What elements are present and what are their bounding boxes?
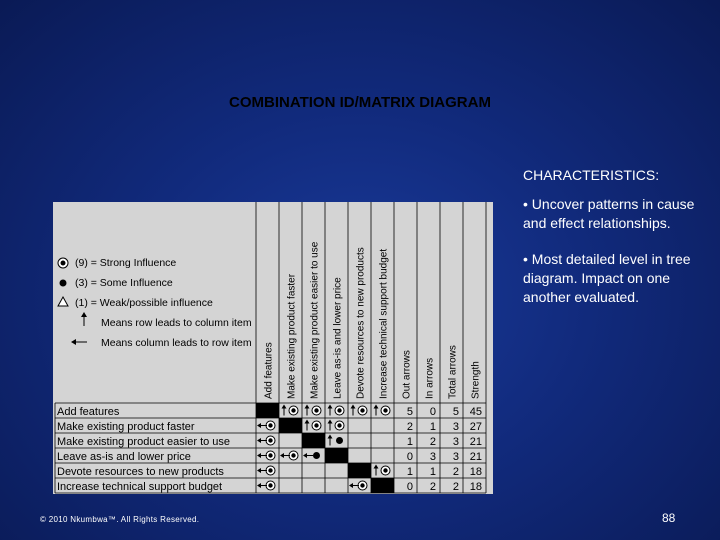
summary-value: 18 xyxy=(469,481,482,493)
legend-strong: (9) = Strong Influence xyxy=(75,257,177,269)
strong-influence-icon xyxy=(266,451,275,460)
some-influence-icon xyxy=(336,437,343,444)
strong-influence-icon xyxy=(289,451,298,460)
slide-title: COMBINATION ID/MATRIX DIAGRAM xyxy=(229,94,491,111)
strong-influence-icon xyxy=(358,481,367,490)
arrow-up-icon xyxy=(305,405,310,416)
diagonal-cell xyxy=(325,448,348,463)
row-label: Add features xyxy=(57,406,120,418)
summary-value: 5 xyxy=(406,406,413,418)
column-header: Add features xyxy=(263,342,275,399)
arrow-left-icon xyxy=(349,483,359,488)
strong-influence-icon xyxy=(266,436,275,445)
column-header: Make existing product faster xyxy=(286,273,298,399)
strong-influence-icon xyxy=(266,421,275,430)
summary-value: 3 xyxy=(429,451,436,463)
weak-influence-icon xyxy=(58,297,68,306)
arrow-left-icon xyxy=(257,483,267,488)
arrow-up-icon xyxy=(328,420,333,431)
summary-value: 18 xyxy=(469,466,482,478)
column-headers xyxy=(264,241,482,399)
bullet-item: • Uncover patterns in cause and effect relationships. xyxy=(523,196,695,231)
strong-influence-icon xyxy=(312,421,321,430)
matrix-diagram xyxy=(53,202,493,494)
column-header: Leave as-is and lower price xyxy=(332,277,344,399)
arrow-up-icon xyxy=(374,405,379,416)
strong-influence-icon xyxy=(358,406,367,415)
summary-value: 0 xyxy=(406,451,413,463)
legend-some: (3) = Some Influence xyxy=(75,277,173,289)
arrow-up-icon xyxy=(328,435,333,446)
summary-value: 1 xyxy=(406,436,413,448)
summary-value: 5 xyxy=(452,406,459,418)
strong-influence-icon xyxy=(58,258,68,268)
arrow-left-icon xyxy=(257,468,267,473)
characteristics-heading: CHARACTERISTICS: xyxy=(523,167,660,183)
matrix-svg xyxy=(53,202,493,494)
arrow-up-icon xyxy=(351,405,356,416)
diagonal-cell xyxy=(279,418,302,433)
legend-row-to-col: Means row leads to column item xyxy=(101,317,252,329)
summary-value: 3 xyxy=(452,436,459,448)
column-header: In arrows xyxy=(424,357,436,399)
summary-value: 3 xyxy=(452,421,459,433)
column-header: Total arrows xyxy=(447,345,459,399)
summary-value: 0 xyxy=(406,481,413,493)
summary-value: 21 xyxy=(469,436,482,448)
summary-value: 2 xyxy=(429,481,436,493)
strong-influence-icon xyxy=(381,466,390,475)
strong-influence-icon xyxy=(312,406,321,415)
arrow-left-icon xyxy=(303,453,313,458)
row-label: Make existing product faster xyxy=(57,421,195,433)
summary-value: 0 xyxy=(429,406,436,418)
diagonal-cell xyxy=(371,478,394,493)
summary-value: 1 xyxy=(406,466,413,478)
summary-values xyxy=(407,406,482,493)
diagonal-cell xyxy=(256,403,279,418)
summary-value: 2 xyxy=(452,466,459,478)
arrow-up-icon xyxy=(374,465,379,476)
summary-value: 21 xyxy=(469,451,482,463)
legend xyxy=(58,257,252,349)
strong-influence-icon xyxy=(266,481,275,490)
row-label: Leave as-is and lower price xyxy=(57,451,191,463)
row-label: Make existing product easier to use xyxy=(57,436,231,448)
column-header: Out arrows xyxy=(401,350,413,399)
arrow-left-icon xyxy=(257,438,267,443)
column-header: Increase technical support budget xyxy=(378,248,390,399)
copyright-footer: © 2010 Nkumbwa™. All Rights Reserved. xyxy=(40,515,200,524)
summary-value: 2 xyxy=(429,436,436,448)
arrow-left-icon xyxy=(280,453,290,458)
arrow-up-icon xyxy=(81,312,87,326)
summary-value: 1 xyxy=(429,421,436,433)
summary-value: 1 xyxy=(429,466,436,478)
column-header: Make existing product easier to use xyxy=(309,241,321,399)
summary-value: 3 xyxy=(452,451,459,463)
arrow-left-icon xyxy=(71,339,87,345)
strong-influence-icon xyxy=(335,406,344,415)
arrow-up-icon xyxy=(282,405,287,416)
arrow-left-icon xyxy=(257,423,267,428)
legend-weak: (1) = Weak/possible influence xyxy=(75,297,213,309)
summary-value: 2 xyxy=(406,421,413,433)
page-number: 88 xyxy=(662,511,676,525)
some-influence-icon xyxy=(313,452,320,459)
row-labels xyxy=(57,406,230,493)
legend-col-to-row: Means column leads to row item xyxy=(101,337,252,349)
column-header: Strength xyxy=(470,361,482,399)
strong-influence-icon xyxy=(381,406,390,415)
summary-value: 27 xyxy=(469,421,482,433)
diagonal-cell xyxy=(348,463,371,478)
row-label: Increase technical support budget xyxy=(57,481,223,493)
strong-influence-icon xyxy=(335,421,344,430)
strong-influence-icon xyxy=(266,466,275,475)
arrow-left-icon xyxy=(257,453,267,458)
characteristics-list xyxy=(523,195,703,324)
some-influence-icon xyxy=(60,280,67,287)
bullet-item: • Most detailed level in tree diagram. Impact on one another evaluated. xyxy=(523,251,691,305)
strong-influence-icon xyxy=(289,406,298,415)
arrow-up-icon xyxy=(305,420,310,431)
diagonal-cell xyxy=(302,433,325,448)
column-header: Devote resources to new products xyxy=(355,247,367,399)
summary-value: 2 xyxy=(452,481,459,493)
summary-value: 45 xyxy=(469,406,482,418)
arrow-up-icon xyxy=(328,405,333,416)
row-label: Devote resources to new products xyxy=(57,466,224,478)
